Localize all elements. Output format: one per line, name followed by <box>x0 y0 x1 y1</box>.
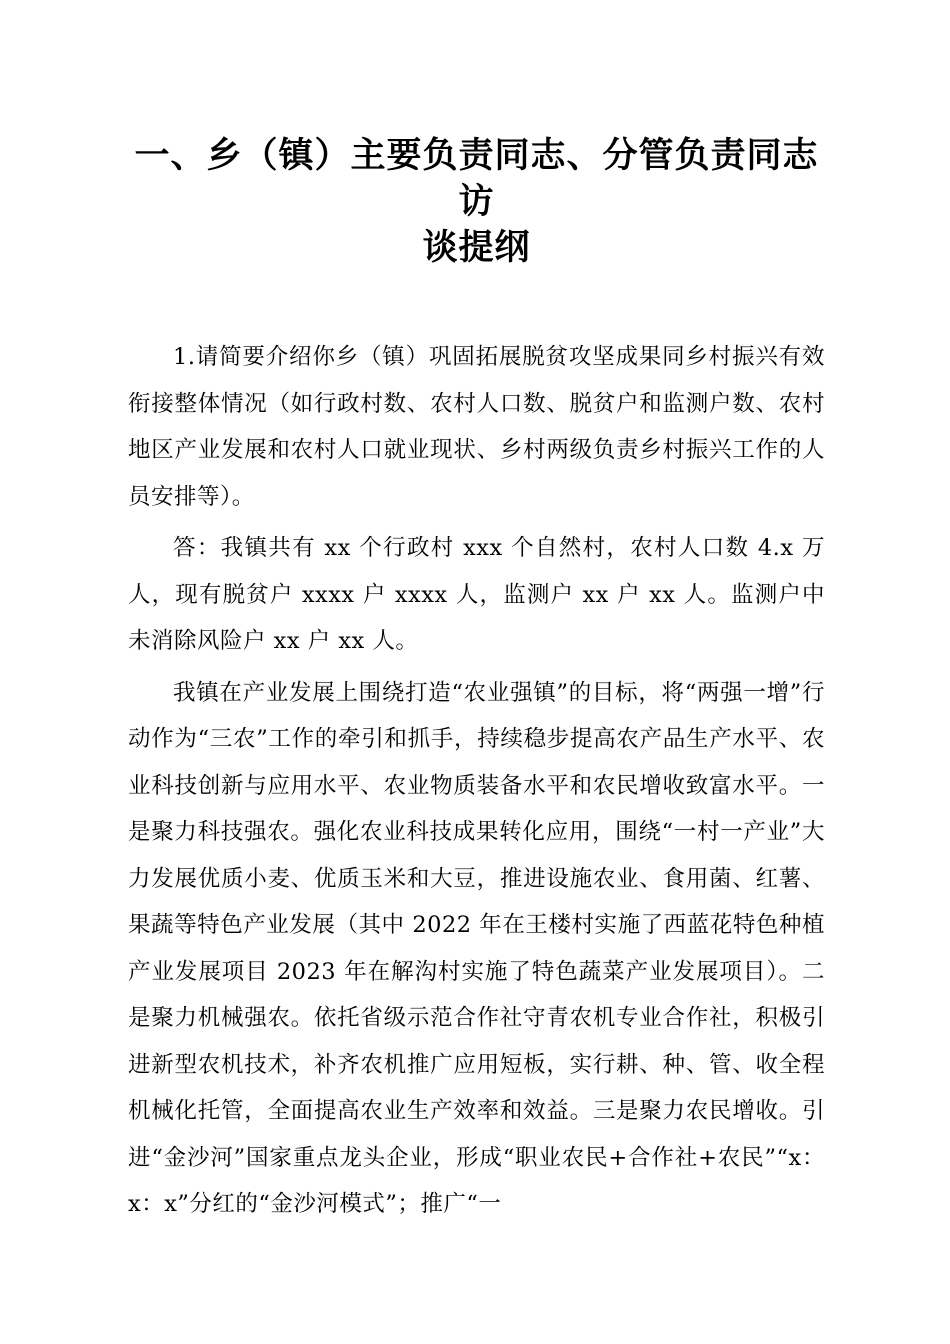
industry-development-paragraph: 我镇在产业发展上围绕打造“农业强镇”的目标，将“两强一增”行动作为“三农”工作的牵引和抓手，持续稳步提高农产品生产水平、农业科技创新与应用水平、农业物质装备水平和农民增收致富水平。一是聚力科技强农。强化农业科技成果转化应用，围绕“一村一产业”大力发展优质小麦、优质玉米和大豆，推进设施农业、食用菌、红薯、果蔬等特色产业发展（其中 2022 年在王楼村实施了西蓝花特色种植产业发展项目 2023 年在解沟村实施了特色蔬菜产业发展项目）。二是聚力机械强农。依托省级示范合作社守青农机专业合作社，积极引进新型农机技术，补齐农机推广应用短板，实行耕、种、管、收全程机械化托管，全面提高农业生产效率和效益。三是聚力农民增收。引进“金沙河”国家重点龙头企业，形成“职业农民+合作社+农民”“x：x：x”分红的“金沙河模式”；推广“一 <box>128 679 825 1217</box>
answer-paragraph: 答：我镇共有 xx 个行政村 xxx 个自然村，农村人口数 4.x 万人，现有脱贫户 xxxx 户 xxxx 人，监测户 xx 户 xx 人。监测户中未消除风险户 xx 户 xx 人。 <box>128 535 825 654</box>
title-line-1: 一、乡（镇）主要负责同志、分管负责同志访 <box>134 136 819 222</box>
question-paragraph: 1.请简要介绍你乡（镇）巩固拓展脱贫攻坚成果同乡村振兴有效衔接整体情况（如行政村数、农村人口数、脱贫户和监测户数、农村地区产业发展和农村人口就业现状、乡村两级负责乡村振兴工作的人员安排等）。 <box>128 344 825 510</box>
document-body <box>128 334 825 1228</box>
title-line-2: 谈提纲 <box>422 228 531 268</box>
page-title <box>128 133 825 271</box>
